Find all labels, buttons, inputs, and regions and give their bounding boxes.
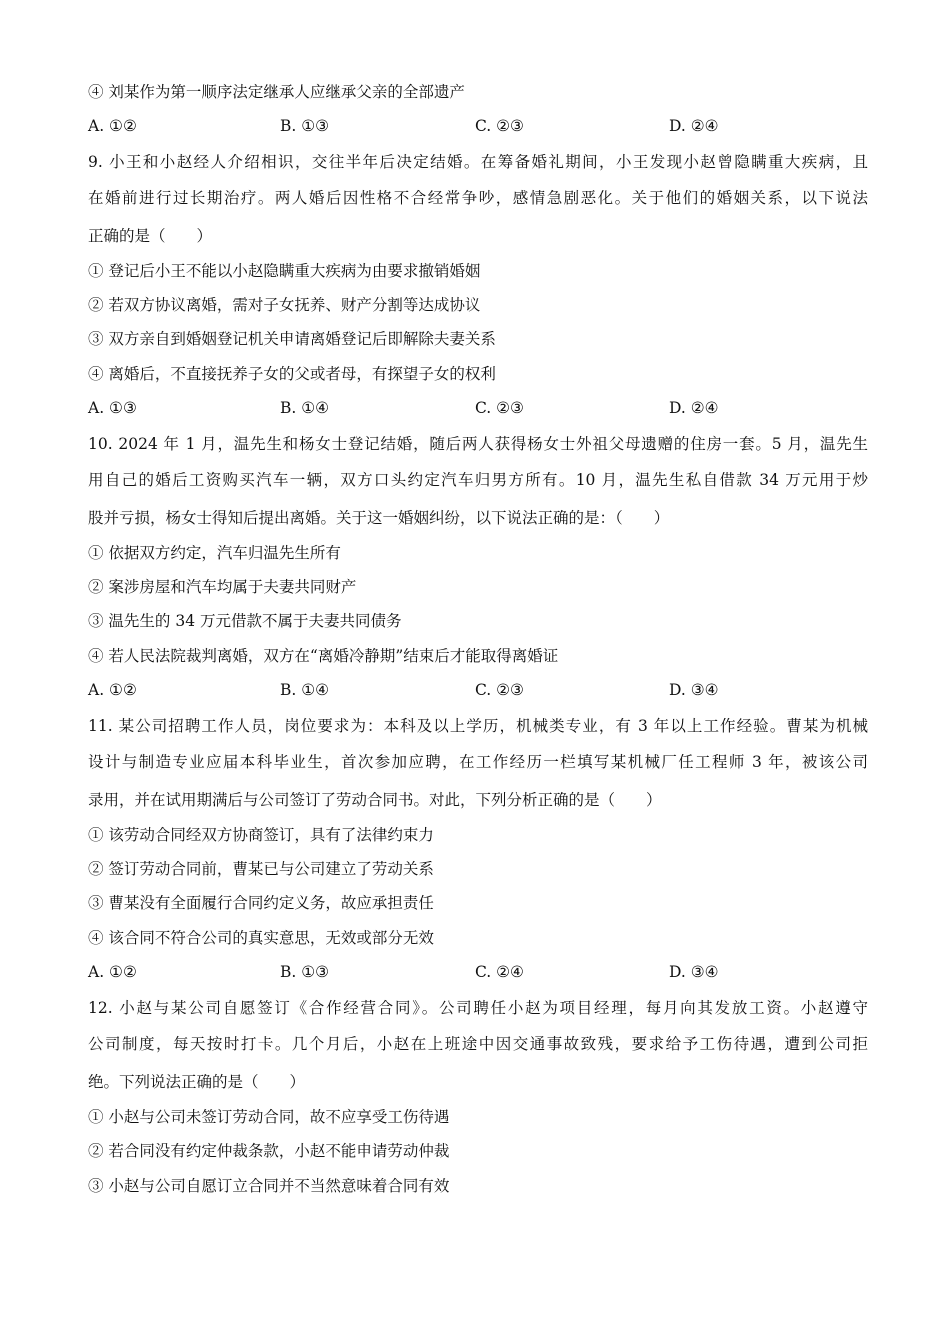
q12-stem-line-1: 12. 小赵与某公司自愿签订《合作经营合同》。公司聘任小赵为项目经理，每月向其发放工资。小赵遵守 <box>88 999 868 1017</box>
q12-stem-line-3: 绝。下列说法正确的是（ ） <box>88 1073 306 1091</box>
q11-stem-line-3: 录用，并在试用期满后与公司签订了劳动合同书。对此，下列分析正确的是（ ） <box>88 791 662 809</box>
q12-item-1: ① 小赵与公司未签订劳动合同，故不应享受工伤待遇 <box>88 1108 450 1126</box>
q9-option-b: B. ①④ <box>280 399 330 417</box>
q9-stem-line-3: 正确的是（ ） <box>88 227 213 245</box>
q9-option-a: A. ①③ <box>88 399 137 417</box>
q9-option-d: D. ②④ <box>669 399 719 417</box>
q11-item-2: ② 签订劳动合同前，曹某已与公司建立了劳动关系 <box>88 860 434 878</box>
q9-options <box>88 398 868 418</box>
q10-stem-line-2: 用自己的婚后工资购买汽车一辆，双方口头约定汽车归男方所有。10 月，温先生私自借款 34 万元用于炒 <box>88 471 868 489</box>
q10-option-c: C. ②③ <box>475 681 524 699</box>
q9-stem-line-1: 9. 小王和小赵经人介绍相识，交往半年后决定结婚。在筹备婚礼期间，小王发现小赵曾隐瞒重大疾病，且 <box>88 153 868 171</box>
q8-option-c: C. ②③ <box>475 117 524 135</box>
q10-item-1: ① 依据双方约定，汽车归温先生所有 <box>88 544 341 562</box>
q11-item-1: ① 该劳动合同经双方协商签订，具有了法律约束力 <box>88 826 434 844</box>
q11-stem-line-2: 设计与制造专业应届本科毕业生，首次参加应聘，在工作经历一栏填写某机械厂任工程师 3 年，被该公司 <box>88 753 868 771</box>
q10-options <box>88 680 868 700</box>
q9-stem-line-2: 在婚前进行过长期治疗。两人婚后因性格不合经常争吵，感情急剧恶化。关于他们的婚姻关系，以下说法 <box>88 189 868 207</box>
q10-option-d: D. ③④ <box>669 681 719 699</box>
q8-option-a: A. ①② <box>88 117 137 135</box>
q11-option-a: A. ①② <box>88 963 137 981</box>
q11-item-4: ④ 该合同不符合公司的真实意思，无效或部分无效 <box>88 929 434 947</box>
q9-item-1: ① 登记后小王不能以小赵隐瞒重大疾病为由要求撤销婚姻 <box>88 262 481 280</box>
q9-option-c: C. ②③ <box>475 399 524 417</box>
q10-option-a: A. ①② <box>88 681 137 699</box>
q11-item-3: ③ 曹某没有全面履行合同约定义务，故应承担责任 <box>88 894 434 912</box>
q10-item-2: ② 案涉房屋和汽车均属于夫妻共同财产 <box>88 578 357 596</box>
q11-option-b: B. ①③ <box>280 963 330 981</box>
q12-stem-line-2: 公司制度，每天按时打卡。几个月后，小赵在上班途中因交通事故致残，要求给予工伤待遇，遭到公司拒 <box>88 1035 868 1053</box>
q9-item-3: ③ 双方亲自到婚姻登记机关申请离婚登记后即解除夫妻关系 <box>88 330 496 348</box>
q11-option-c: C. ②④ <box>475 963 524 981</box>
q10-stem-line-1: 10. 2024 年 1 月，温先生和杨女士登记结婚，随后两人获得杨女士外祖父母遗赠的住房一套。5 月，温先生 <box>88 435 868 453</box>
q12-item-2: ② 若合同没有约定仲裁条款，小赵不能申请劳动仲裁 <box>88 1142 450 1160</box>
q8-option-d: D. ②④ <box>669 117 719 135</box>
q9-item-2: ② 若双方协议离婚，需对子女抚养、财产分割等达成协议 <box>88 296 481 314</box>
q11-option-d: D. ③④ <box>669 963 719 981</box>
q10-stem-line-3: 股并亏损，杨女士得知后提出离婚。关于这一婚姻纠纷，以下说法正确的是：（ ） <box>88 509 670 527</box>
q9-item-4: ④ 离婚后，不直接抚养子女的父或者母，有探望子女的权利 <box>88 365 496 383</box>
q8-options <box>88 116 868 136</box>
q11-options <box>88 962 868 982</box>
q10-item-3: ③ 温先生的 34 万元借款不属于夫妻共同债务 <box>88 612 402 630</box>
q8-option-b: B. ①③ <box>280 117 330 135</box>
q10-option-b: B. ①④ <box>280 681 330 699</box>
q11-stem-line-1: 11. 某公司招聘工作人员，岗位要求为：本科及以上学历，机械类专业，有 3 年以上工作经验。曹某为机械 <box>88 717 868 735</box>
q8-item-4: ④ 刘某作为第一顺序法定继承人应继承父亲的全部遗产 <box>88 83 465 101</box>
q12-item-3: ③ 小赵与公司自愿订立合同并不当然意味着合同有效 <box>88 1177 450 1195</box>
q10-item-4: ④ 若人民法院裁判离婚，双方在“离婚冷静期”结束后才能取得离婚证 <box>88 647 559 665</box>
